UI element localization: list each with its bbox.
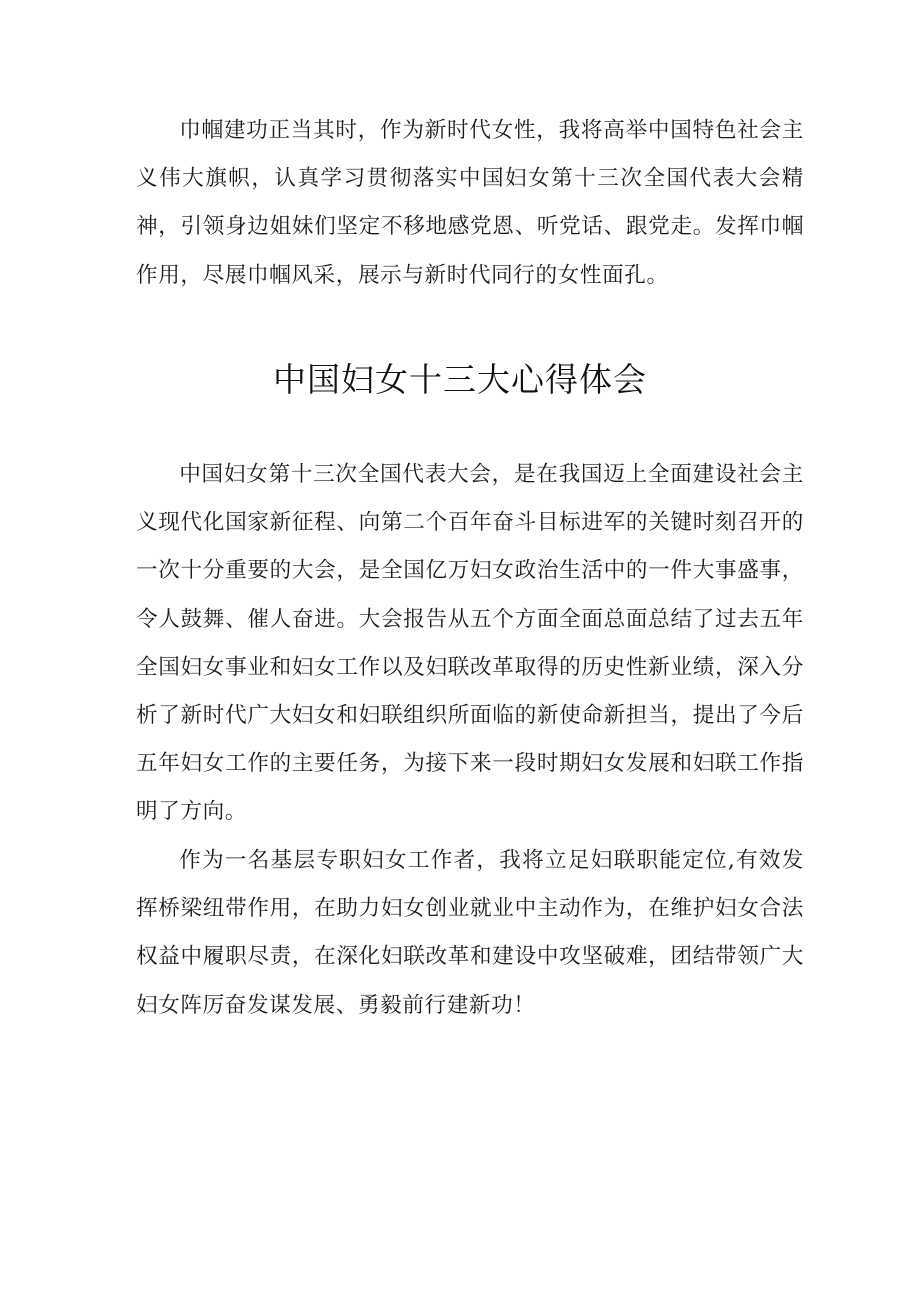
body-paragraph-1: 中国妇女第十三次全国代表大会，是在我国迈上全面建设社会主义现代化国家新征程、向第二个百年奋斗目标进军的关键时刻召开的一次十分重要的大会，是全国亿万妇女政治生活中的一件大事盛事，令人鼓舞、催人奋进。大会报告从五个方面全面总面总结了过去五年全国妇女事业和妇女工作以及妇联改革取得的历史性新业绩，深入分析了新时代广大妇女和妇联组织所面临的新使命新担当，提出了今后五年妇女工作的主要任务，为接下来一段时期妇女发展和妇联工作指明了方向。 xyxy=(136,462,804,825)
page-title: 中国妇女十三大心得体会 xyxy=(273,360,647,399)
intro-paragraph: 巾帼建功正当其时，作为新时代女性，我将高举中国特色社会主义伟大旗帜，认真学习贯彻落实中国妇女第十三次全国代表大会精神，引领身边姐妹们坚定不移地感党恩、听党话、跟党走。发挥巾帼作用，尽展巾帼风采，展示与新时代同行的女性面孔。 xyxy=(136,118,804,288)
body-paragraph-2: 作为一名基层专职妇女工作者，我将立足妇联职能定位,有效发挥桥梁纽带作用，在助力妇女创业就业中主动作为，在维护妇女合法权益中履职尽责，在深化妇联改革和建设中攻坚破难，团结带领广大妇女阵厉奋发谋发展、勇毅前行建新功！ xyxy=(136,848,804,1018)
